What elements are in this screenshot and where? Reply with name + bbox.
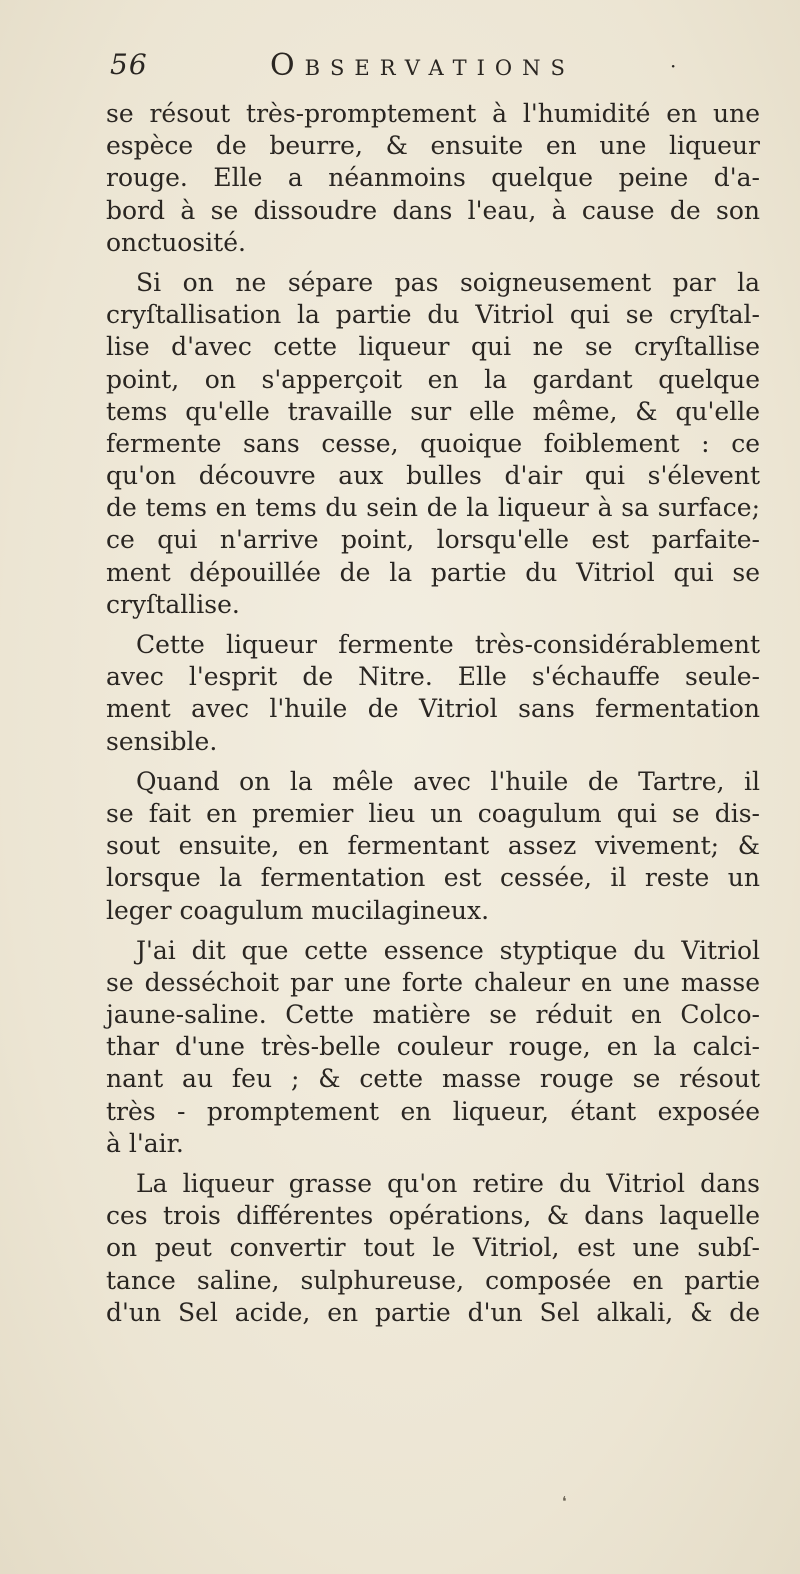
text-line: ces trois différentes opérations, & dans laquelle bbox=[106, 1201, 760, 1231]
text-line: ment avec l'huile de Vitriol sans fermentation bbox=[106, 694, 760, 724]
text-line: lorsque la fermentation est cessée, il reste un bbox=[106, 863, 760, 893]
ink-mark: ❛ bbox=[562, 1494, 567, 1510]
text-line: lise d'avec cette liqueur qui ne se cryſtallise bbox=[106, 332, 760, 362]
text-line: La liqueur grasse qu'on retire du Vitriol dans bbox=[136, 1169, 760, 1198]
text-line: d'un Sel acide, en partie d'un Sel alkali, & de bbox=[106, 1297, 760, 1327]
text-line: se fait en premier lieu un coagulum qui se dis- bbox=[106, 798, 760, 828]
text-line: espèce de beurre, & ensuite en une liqueur bbox=[106, 131, 760, 161]
paragraph-3 bbox=[106, 629, 760, 758]
text-line: très - promptement en liqueur, étant exposée bbox=[106, 1096, 760, 1126]
body-text bbox=[106, 98, 760, 1329]
text-line: Si on ne sépare pas soigneusement par la bbox=[136, 267, 760, 297]
text-line: ment dépouillée de la partie du Vitriol qui se bbox=[106, 557, 760, 587]
paragraph-1 bbox=[106, 98, 760, 259]
text-line: J'ai dit que cette essence styptique du Vitriol bbox=[136, 935, 760, 965]
text-line: sensible. bbox=[106, 726, 218, 756]
page-number: 56 bbox=[110, 48, 148, 81]
text-line: on peut convertir tout le Vitriol, est une subſ- bbox=[106, 1233, 760, 1263]
text-line: qu'on découvre aux bulles d'air qui s'élevent bbox=[106, 461, 760, 491]
text-line: ce qui n'arrive point, lorsqu'elle est parfaite- bbox=[106, 525, 760, 555]
running-title: Observations bbox=[270, 48, 575, 83]
paragraph-4 bbox=[106, 766, 760, 927]
text-line: point, on s'apperçoit en la gardant quelque bbox=[106, 364, 760, 394]
text-line: onctuosité. bbox=[106, 227, 246, 257]
text-line: cryſtallisation la partie du Vitriol qui se cryſtal- bbox=[106, 300, 760, 330]
text-line: Cette liqueur fermente très-considérablement bbox=[136, 630, 760, 659]
text-line: se résout très-promptement à l'humidité en une bbox=[106, 99, 760, 128]
text-line: sout ensuite, en fermentant assez vivement; & bbox=[106, 831, 760, 861]
text-line: se desséchoit par une forte chaleur en une masse bbox=[106, 967, 760, 997]
text-line: Quand on la mêle avec l'huile de Tartre, il bbox=[136, 766, 760, 796]
text-line: à l'air. bbox=[106, 1128, 184, 1158]
text-line: leger coagulum mucilagineux. bbox=[106, 895, 490, 925]
text-line: avec l'esprit de Nitre. Elle s'échauffe seule- bbox=[106, 662, 760, 692]
page-header bbox=[110, 48, 750, 88]
text-line: tems qu'elle travaille sur elle même, & qu'elle bbox=[106, 396, 760, 426]
text-line: jaune-saline. Cette matière se réduit en Colco- bbox=[106, 1000, 760, 1030]
header-dot: · bbox=[670, 54, 677, 78]
text-line: cryſtallise. bbox=[106, 589, 240, 619]
text-line: thar d'une très-belle couleur rouge, en la calci- bbox=[106, 1032, 760, 1062]
text-line: fermente sans cesse, quoique foiblement : ce bbox=[106, 428, 760, 458]
text-line: tance saline, sulphureuse, composée en partie bbox=[106, 1265, 760, 1295]
text-line: rouge. Elle a néanmoins quelque peine d'a- bbox=[106, 163, 760, 193]
text-line: nant au feu ; & cette masse rouge se résout bbox=[106, 1064, 760, 1094]
text-line: bord à se dissoudre dans l'eau, à cause de son bbox=[106, 195, 760, 225]
paragraph-5 bbox=[106, 935, 760, 1160]
paragraph-2 bbox=[106, 267, 760, 621]
text-line: de tems en tems du sein de la liqueur à sa surface; bbox=[106, 493, 760, 523]
paragraph-6 bbox=[106, 1168, 760, 1329]
